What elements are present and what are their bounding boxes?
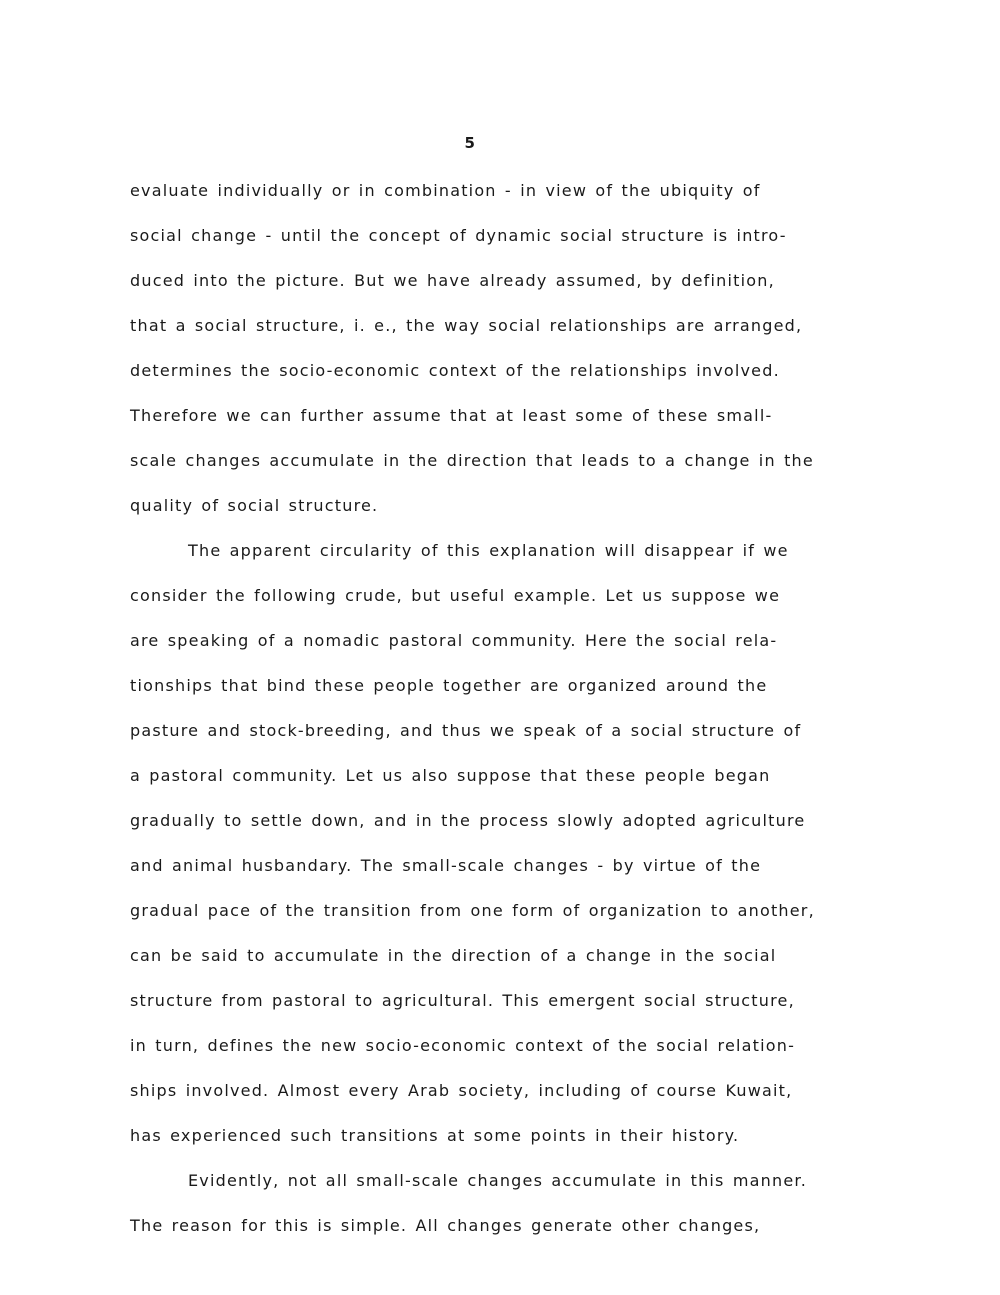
text-line: scale changes accumulate in the direction that leads to a change in the [130,451,814,470]
text-line: structure from pastoral to agricultural. This emergent social structure, [130,991,795,1010]
text-line: in turn, defines the new socio-economic context of the social relation- [130,1036,796,1055]
text-line: has experienced such transitions at some points in their history. [130,1126,740,1145]
text-line: The reason for this is simple. All changes generate other changes, [130,1216,761,1235]
text-line: are speaking of a nomadic pastoral community. Here the social rela- [130,631,778,650]
text-line: gradually to settle down, and in the process slowly adopted agriculture [130,811,806,830]
text-line: quality of social structure. [130,496,379,515]
text-line: can be said to accumulate in the direction of a change in the social [130,946,777,965]
paragraph-first-line: The apparent circularity of this explanation will disappear if we [188,541,789,560]
text-line: evaluate individually or in combination - in view of the ubiquity of [130,181,761,200]
text-line: consider the following crude, but useful example. Let us suppose we [130,586,781,605]
text-line: pasture and stock-breeding, and thus we speak of a social structure of [130,721,802,740]
paragraph-first-line: Evidently, not all small-scale changes accumulate in this manner. [188,1171,807,1190]
text-line: a pastoral community. Let us also suppose that these people began [130,766,771,785]
text-line: ships involved. Almost every Arab society, including of course Kuwait, [130,1081,793,1100]
page-number: 5 [464,134,476,152]
text-line: that a social structure, i. e., the way social relationships are arranged, [130,316,803,335]
text-line: gradual pace of the transition from one form of organization to another, [130,901,815,920]
text-line: duced into the picture. But we have already assumed, by definition, [130,271,775,290]
text-line: Therefore we can further assume that at least some of these small- [130,406,773,425]
text-line: tionships that bind these people together are organized around the [130,676,768,695]
text-line: and animal husbandary. The small-scale changes - by virtue of the [130,856,762,875]
text-line: determines the socio-economic context of the relationships involved. [130,361,780,380]
text-line: social change - until the concept of dynamic social structure is intro- [130,226,787,245]
